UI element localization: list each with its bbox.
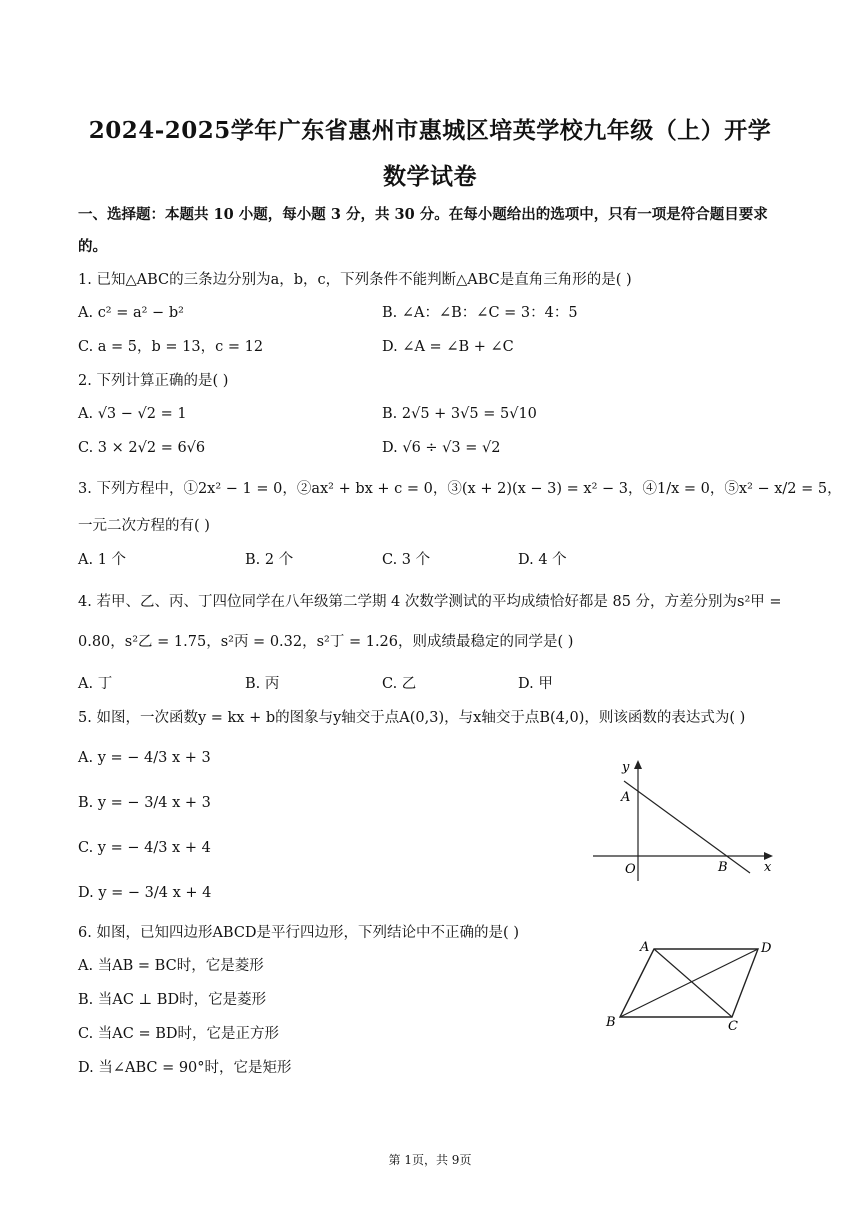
q5-graph-figure bbox=[588, 755, 788, 883]
function-line bbox=[624, 781, 750, 873]
q2-stem: 2. 下列计算正确的是( ) bbox=[78, 373, 229, 389]
q2-option-c: C. 3 × 2√2 = 6√6 bbox=[78, 440, 206, 456]
q6-option-d: D. 当∠ABC = 90°时，它是矩形 bbox=[78, 1060, 292, 1076]
q5-option-b: B. y = − 3/4 x + 3 bbox=[78, 795, 211, 811]
q3-option-a: A. 1 个 bbox=[78, 552, 127, 568]
section1-heading-cont: 的。 bbox=[78, 238, 107, 255]
q3-stem-cont: 一元二次方程的有( ) bbox=[78, 518, 210, 534]
exam-title-line2: 数学试卷 bbox=[383, 163, 477, 190]
q2-option-a: A. √3 − √2 = 1 bbox=[78, 406, 187, 422]
q5-option-a: A. y = − 4/3 x + 3 bbox=[78, 750, 211, 766]
label-x: x bbox=[764, 860, 772, 875]
q6-parallelogram-figure bbox=[598, 934, 788, 1032]
diagonal-bd bbox=[620, 949, 758, 1017]
q4-option-b: B. 丙 bbox=[245, 676, 280, 692]
q2-option-b: B. 2√5 + 3√5 = 5√10 bbox=[382, 406, 537, 422]
q6-option-c: C. 当AC = BD时，它是正方形 bbox=[78, 1026, 280, 1042]
q3-stem: 3. 下列方程中，①2x² − 1 = 0，②ax² + bx + c = 0，③(x + 2)(x − 3) = x² − 3，④1/x = 0，⑤x² − x/2 = 5， bbox=[78, 481, 842, 497]
label-d: D bbox=[761, 941, 772, 956]
exam-title-line1: 2024-2025学年广东省惠州市惠城区培英学校九年级（上）开学 bbox=[88, 117, 772, 144]
q3-option-b: B. 2 个 bbox=[245, 552, 294, 568]
diagonal-ac bbox=[654, 949, 732, 1017]
q4-option-a: A. 丁 bbox=[78, 676, 113, 692]
q4-option-d: D. 甲 bbox=[518, 676, 553, 692]
q1-option-d: D. ∠A = ∠B + ∠C bbox=[382, 339, 514, 355]
q1-option-a: A. c² = a² − b² bbox=[78, 305, 184, 321]
q6-option-a: A. 当AB = BC时，它是菱形 bbox=[78, 958, 264, 974]
q4-option-c: C. 乙 bbox=[382, 676, 417, 692]
q1-option-c: C. a = 5，b = 13，c = 12 bbox=[78, 339, 264, 355]
label-c: C bbox=[728, 1019, 738, 1032]
q1-option-b: B. ∠A：∠B：∠C = 3：4：5 bbox=[382, 305, 578, 321]
q4-stem: 4. 若甲、乙、丙、丁四位同学在八年级第二学期 4 次数学测试的平均成绩恰好都是 85 分，方差分别为s²甲 = bbox=[78, 594, 782, 610]
q2-option-d: D. √6 ÷ √3 = √2 bbox=[382, 440, 501, 456]
q6-stem: 6. 如图，已知四边形ABCD是平行四边形，下列结论中不正确的是( ) bbox=[78, 925, 519, 941]
label-o: O bbox=[625, 862, 636, 877]
section1-heading: 一、选择题：本题共 10 小题，每小题 3 分，共 30 分。在每小题给出的选项中，只有一项是符合题目要求 bbox=[78, 206, 768, 223]
q4-stem-cont: 0.80，s²乙 = 1.75，s²丙 = 0.32，s²丁 = 1.26，则成绩最稳定的同学是( ) bbox=[78, 634, 574, 650]
label-b: B bbox=[718, 860, 728, 875]
q3-option-c: C. 3 个 bbox=[382, 552, 431, 568]
q5-option-d: D. y = − 3/4 x + 4 bbox=[78, 885, 212, 901]
label-a: A bbox=[640, 940, 650, 955]
q6-option-b: B. 当AC ⊥ BD时，它是菱形 bbox=[78, 992, 267, 1008]
label-b: B bbox=[606, 1015, 616, 1030]
q1-stem: 1. 已知△ABC的三条边分别为a，b，c，下列条件不能判断△ABC是直角三角形的是( ) bbox=[78, 272, 632, 288]
q3-option-d: D. 4 个 bbox=[518, 552, 567, 568]
page-footer: 第 1页，共 9页 bbox=[388, 1153, 472, 1167]
label-a: A bbox=[621, 790, 631, 805]
q5-option-c: C. y = − 4/3 x + 4 bbox=[78, 840, 211, 856]
label-y: y bbox=[622, 760, 630, 775]
x-axis-arrow-icon bbox=[764, 852, 773, 860]
y-axis-arrow-icon bbox=[634, 760, 642, 769]
q5-stem: 5. 如图，一次函数y = kx + b的图象与y轴交于点A(0,3)，与x轴交于点B(4,0)，则该函数的表达式为( ) bbox=[78, 710, 746, 726]
